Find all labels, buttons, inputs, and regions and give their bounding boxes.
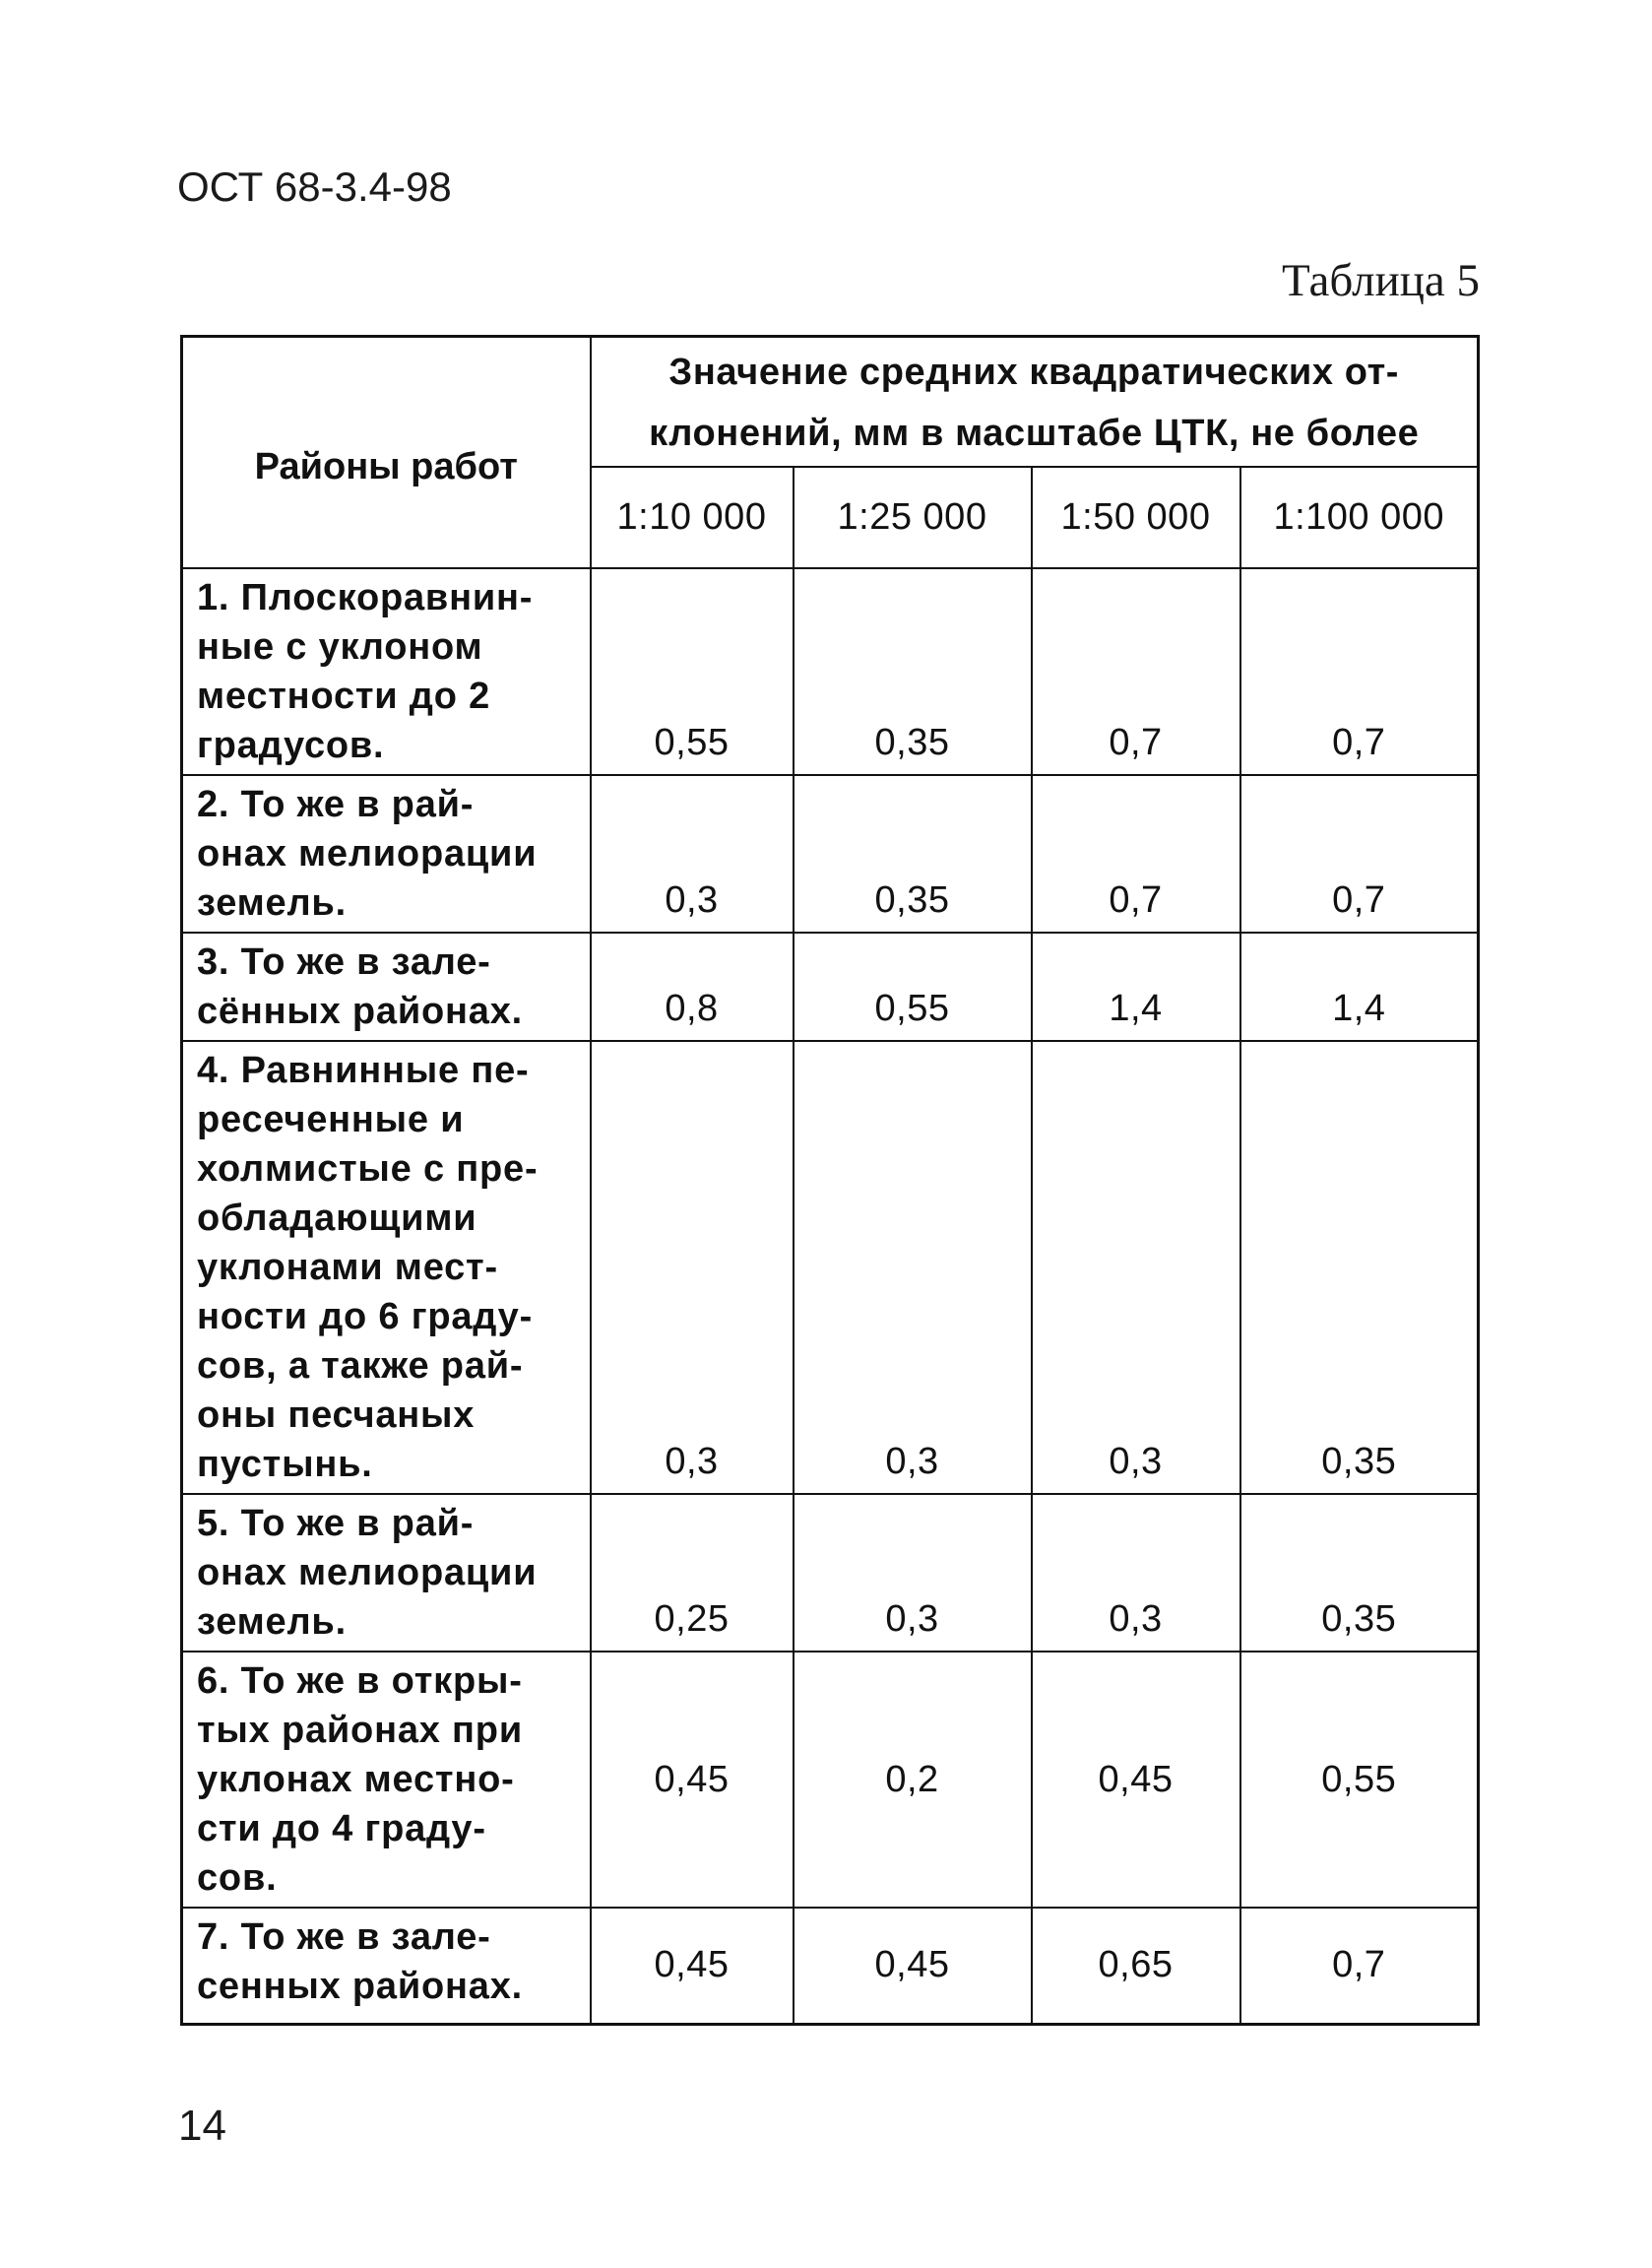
scale-header: 1:25 000 (794, 467, 1032, 568)
region-cell: 4. Равнинные пе- ресеченные и холмистые с пре- обладающими уклонами мест- ности до 6 граду- сов, а также рай- оны песчаных пустынь. (182, 1041, 591, 1494)
value-cell: 0,2 (794, 1652, 1032, 1908)
value-cell: 0,7 (1240, 568, 1479, 775)
deviation-table (180, 335, 1480, 2026)
value-cell: 0,7 (1032, 568, 1240, 775)
scale-header: 1:10 000 (591, 467, 794, 568)
scale-header: 1:50 000 (1032, 467, 1240, 568)
value-cell: 0,55 (591, 568, 794, 775)
value-cell: 0,7 (1240, 775, 1479, 933)
value-cell: 0,7 (1240, 1908, 1479, 2024)
table-row (182, 775, 1479, 933)
table-row (182, 568, 1479, 775)
value-cell: 0,65 (1032, 1908, 1240, 2024)
deviation-group-header: Значение средних квадратических от- клонений, мм в масштабе ЦТК, не более (591, 337, 1479, 468)
scale-header: 1:100 000 (1240, 467, 1479, 568)
region-cell: 5. То же в рай- онах мелиорации земель. (182, 1494, 591, 1652)
region-cell: 7. То же в зале- сенных районах. (182, 1908, 591, 2024)
value-cell: 0,35 (1240, 1494, 1479, 1652)
value-cell: 0,45 (794, 1908, 1032, 2024)
value-cell: 0,3 (794, 1494, 1032, 1652)
value-cell: 0,3 (591, 775, 794, 933)
regions-header: Районы работ (182, 337, 591, 569)
table-row (182, 1908, 1479, 2024)
value-cell: 0,55 (794, 933, 1032, 1041)
value-cell: 0,7 (1032, 775, 1240, 933)
table-caption: Таблица 5 (1281, 255, 1480, 306)
value-cell: 0,35 (794, 775, 1032, 933)
region-cell: 2. То же в рай- онах мелиорации земель. (182, 775, 591, 933)
table-row (182, 1652, 1479, 1908)
value-cell: 0,35 (794, 568, 1032, 775)
region-cell: 1. Плоскоравнин- ные с уклоном местности до 2 градусов. (182, 568, 591, 775)
value-cell: 0,45 (591, 1908, 794, 2024)
value-cell: 0,3 (1032, 1494, 1240, 1652)
table-row (182, 1041, 1479, 1494)
value-cell: 0,8 (591, 933, 794, 1041)
value-cell: 0,25 (591, 1494, 794, 1652)
value-cell: 0,3 (591, 1041, 794, 1494)
value-cell: 0,45 (1032, 1652, 1240, 1908)
value-cell: 0,35 (1240, 1041, 1479, 1494)
value-cell: 1,4 (1032, 933, 1240, 1041)
value-cell: 0,55 (1240, 1652, 1479, 1908)
region-cell: 6. То же в откры- тых районах при уклонах местно- сти до 4 граду- сов. (182, 1652, 591, 1908)
page-number: 14 (178, 2102, 226, 2150)
value-cell: 1,4 (1240, 933, 1479, 1041)
value-cell: 0,45 (591, 1652, 794, 1908)
document-code: ОСТ 68-3.4-98 (177, 163, 452, 210)
table-row (182, 933, 1479, 1041)
region-cell: 3. То же в зале- сённых районах. (182, 933, 591, 1041)
value-cell: 0,3 (1032, 1041, 1240, 1494)
table-row (182, 1494, 1479, 1652)
value-cell: 0,3 (794, 1041, 1032, 1494)
